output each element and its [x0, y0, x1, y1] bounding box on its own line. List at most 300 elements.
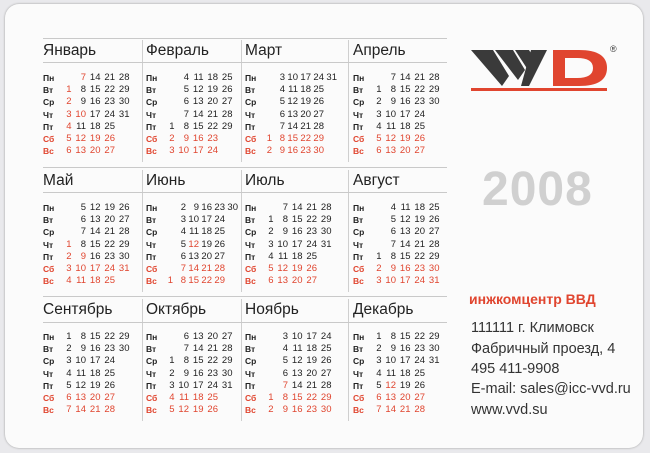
row-divider: [43, 38, 447, 39]
week-row: [245, 392, 347, 404]
day-label: Вт: [43, 85, 54, 96]
day-cell: 15: [291, 214, 303, 226]
day-cell: 12: [291, 355, 303, 367]
day-cell: 10: [277, 238, 288, 250]
day-cell: 16: [192, 133, 204, 144]
day-cell: 2: [266, 145, 272, 157]
day-cell: 9: [80, 96, 86, 108]
day-label: Чт: [245, 109, 256, 120]
day-cell: 27: [306, 275, 317, 287]
month-name: Июль: [245, 172, 285, 189]
day-cell: 24: [414, 355, 425, 367]
day-cell: 28: [104, 404, 115, 416]
day-cell: 28: [221, 343, 233, 355]
week-row: [146, 109, 248, 121]
day-cell: 28: [118, 72, 130, 83]
day-cell: 30: [313, 145, 324, 157]
day-cell: 5: [268, 263, 274, 274]
day-cell: 22: [104, 331, 115, 342]
company-name: инжкомцентр ВВД: [469, 291, 596, 307]
day-cell: 13: [188, 250, 199, 262]
day-cell: 29: [221, 120, 233, 132]
week-row: [245, 145, 347, 157]
day-label: Чт: [353, 239, 364, 250]
week-row: [245, 404, 347, 416]
day-cell: 23: [104, 343, 115, 355]
day-cell: 29: [118, 84, 130, 96]
day-cell: 10: [188, 214, 199, 226]
week-row: [43, 380, 145, 392]
day-cell: 9: [390, 263, 396, 274]
week-row: [43, 331, 145, 343]
day-cell: 22: [306, 392, 317, 403]
week-row: [245, 202, 347, 214]
day-label: Пт: [245, 380, 256, 391]
day-cell: 15: [192, 120, 204, 132]
day-label: Вт: [245, 85, 256, 96]
day-cell: 12: [385, 133, 396, 144]
day-label: Пт: [245, 121, 256, 132]
day-cell: 5: [183, 84, 189, 96]
day-cell: 15: [291, 392, 303, 403]
day-cell: 6: [268, 275, 274, 287]
month-block: [245, 301, 347, 416]
week-row: [245, 109, 347, 121]
day-cell: 17: [291, 238, 303, 250]
day-cell: 22: [207, 120, 218, 132]
month-block: [146, 42, 248, 157]
week-row: [353, 331, 455, 343]
day-cell: 1: [268, 214, 274, 226]
day-label: Ср: [353, 97, 365, 108]
day-cell: 23: [207, 133, 218, 144]
day-cell: 13: [385, 392, 396, 403]
day-cell: 5: [169, 404, 175, 416]
week-row: [353, 121, 455, 133]
day-cell: 25: [428, 202, 440, 213]
day-cell: 30: [227, 202, 238, 213]
day-cell: 27: [221, 331, 233, 342]
day-cell: 29: [320, 214, 332, 226]
week-row: [146, 145, 248, 157]
week-row: [43, 226, 145, 238]
day-cell: 10: [178, 145, 189, 157]
day-cell: 25: [414, 367, 425, 379]
week-row: [43, 72, 145, 84]
day-label: Вс: [146, 276, 157, 287]
day-cell: 14: [75, 404, 86, 416]
day-cell: 3: [169, 145, 175, 157]
week-row: [43, 239, 145, 251]
day-cell: 28: [414, 404, 425, 416]
week-row: [146, 96, 248, 108]
day-cell: 12: [399, 214, 411, 226]
day-cell: 6: [66, 145, 72, 157]
day-label: Ср: [353, 227, 365, 238]
week-row: [43, 109, 145, 121]
day-cell: 21: [207, 343, 218, 355]
day-cell: 14: [399, 72, 411, 83]
day-cell: 16: [192, 367, 204, 379]
day-cell: 4: [169, 392, 175, 403]
week-row: [43, 263, 145, 275]
day-cell: 3: [279, 72, 285, 83]
day-cell: 15: [89, 238, 101, 250]
day-cell: 9: [80, 343, 86, 355]
day-label: Сб: [353, 134, 365, 144]
day-cell: 24: [414, 108, 425, 120]
registered-mark: ®: [610, 44, 617, 54]
day-label: Пн: [146, 73, 158, 83]
week-row: [353, 239, 455, 251]
day-label: Чт: [245, 239, 256, 250]
week-row: [146, 263, 248, 275]
day-cell: 13: [75, 392, 86, 403]
day-label: Пн: [353, 203, 365, 213]
day-label: Вс: [43, 276, 54, 287]
day-cell: 8: [279, 133, 285, 144]
day-cell: 23: [414, 96, 425, 108]
week-row: [146, 226, 248, 238]
month-block: [146, 301, 248, 416]
week-row: [146, 404, 248, 416]
day-label: Сб: [146, 264, 158, 274]
day-cell: 8: [183, 120, 189, 132]
day-cell: 24: [306, 238, 317, 250]
week-row: [245, 380, 347, 392]
day-label: Пт: [146, 251, 157, 262]
day-cell: 29: [214, 275, 225, 287]
day-cell: 12: [287, 96, 298, 108]
week-row: [245, 263, 347, 275]
month-name: Октябрь: [146, 301, 207, 318]
day-cell: 22: [104, 84, 115, 96]
day-cell: 11: [386, 120, 396, 132]
day-cell: 9: [80, 250, 86, 262]
day-cell: 3: [376, 108, 382, 120]
day-label: Сб: [353, 264, 365, 274]
day-cell: 3: [282, 331, 288, 342]
day-cell: 14: [89, 226, 101, 238]
day-label: Чт: [146, 368, 157, 379]
day-cell: 17: [399, 275, 411, 287]
day-cell: 3: [376, 275, 382, 287]
day-cell: 25: [104, 120, 115, 132]
day-cell: 14: [287, 120, 298, 132]
day-cell: 14: [385, 404, 396, 416]
day-label: Ср: [43, 356, 55, 367]
day-cell: 5: [376, 133, 382, 144]
day-cell: 18: [399, 120, 411, 132]
day-cell: 12: [75, 379, 86, 391]
day-cell: 11: [76, 367, 86, 379]
day-label: Ср: [43, 227, 55, 238]
week-row: [245, 84, 347, 96]
day-label: Вс: [353, 405, 364, 416]
day-cell: 2: [376, 343, 382, 355]
week-row: [146, 275, 248, 287]
day-cell: 1: [66, 238, 72, 250]
day-cell: 29: [221, 355, 233, 367]
day-cell: 28: [214, 263, 225, 274]
day-label: Пт: [43, 380, 54, 391]
week-row: [245, 331, 347, 343]
day-cell: 4: [180, 226, 186, 238]
day-cell: 29: [118, 238, 130, 250]
day-cell: 26: [306, 263, 317, 274]
day-cell: 19: [399, 133, 411, 144]
month-name: Апрель: [353, 42, 406, 59]
day-cell: 1: [266, 133, 272, 144]
day-cell: 6: [183, 331, 189, 342]
day-cell: 7: [183, 343, 189, 355]
week-row: [353, 133, 455, 145]
day-cell: 18: [399, 367, 411, 379]
day-cell: 14: [188, 263, 199, 274]
day-cell: 5: [376, 379, 382, 391]
day-cell: 4: [183, 72, 189, 83]
day-cell: 26: [414, 379, 425, 391]
week-row: [245, 133, 347, 145]
day-label: Чт: [146, 109, 157, 120]
week-row: [146, 84, 248, 96]
week-row: [43, 84, 145, 96]
day-label: Пн: [245, 73, 257, 83]
month-block: [43, 42, 145, 157]
day-cell: 4: [268, 250, 274, 262]
week-row: [146, 239, 248, 251]
day-cell: 8: [390, 331, 396, 342]
day-cell: 7: [80, 226, 86, 238]
month-name: Ноябрь: [245, 301, 299, 318]
day-cell: 11: [179, 392, 189, 403]
day-cell: 29: [428, 331, 440, 342]
day-cell: 8: [390, 84, 396, 96]
day-cell: 23: [414, 263, 425, 274]
day-label: Вт: [245, 344, 256, 355]
day-cell: 26: [428, 214, 440, 226]
week-row: [245, 275, 347, 287]
day-cell: 30: [428, 343, 440, 355]
day-cell: 24: [414, 275, 425, 287]
day-cell: 3: [169, 379, 175, 391]
day-cell: 27: [414, 145, 425, 157]
day-label: Сб: [43, 264, 55, 274]
day-cell: 16: [89, 250, 101, 262]
day-cell: 6: [390, 226, 396, 238]
day-label: Сб: [43, 393, 55, 403]
day-cell: 6: [279, 108, 285, 120]
day-cell: 13: [291, 367, 303, 379]
day-cell: 4: [66, 367, 72, 379]
week-row: [146, 202, 248, 214]
day-cell: 10: [75, 263, 86, 274]
day-cell: 17: [192, 145, 204, 157]
day-cell: 27: [104, 392, 115, 403]
day-cell: 31: [326, 72, 337, 83]
day-cell: 14: [89, 72, 101, 83]
day-cell: 6: [282, 367, 288, 379]
day-cell: 4: [282, 343, 288, 355]
week-row: [353, 251, 455, 263]
day-cell: 20: [89, 392, 101, 403]
day-cell: 16: [399, 263, 411, 274]
day-cell: 4: [376, 367, 382, 379]
day-cell: 22: [414, 331, 425, 342]
day-cell: 25: [221, 72, 233, 83]
day-cell: 8: [390, 250, 396, 262]
day-label: Чт: [245, 368, 256, 379]
week-row: [353, 343, 455, 355]
day-cell: 13: [277, 275, 288, 287]
day-cell: 11: [400, 202, 411, 213]
day-cell: 18: [89, 367, 101, 379]
week-row: [43, 133, 145, 145]
day-label: Сб: [146, 134, 158, 144]
day-cell: 2: [268, 404, 274, 416]
day-cell: 15: [89, 84, 101, 96]
day-label: Пн: [146, 332, 158, 342]
day-cell: 25: [207, 392, 218, 403]
day-cell: 4: [279, 84, 285, 96]
day-cell: 2: [268, 226, 274, 238]
day-cell: 18: [89, 120, 101, 132]
day-cell: 19: [300, 96, 311, 108]
day-cell: 7: [279, 120, 285, 132]
day-label: Чт: [43, 239, 54, 250]
day-cell: 24: [214, 214, 225, 226]
day-cell: 20: [300, 108, 311, 120]
day-cell: 27: [104, 145, 115, 157]
day-cell: 10: [291, 331, 303, 342]
day-label: Чт: [353, 368, 364, 379]
day-label: Вс: [146, 405, 157, 416]
day-cell: 20: [104, 214, 115, 226]
day-cell: 21: [414, 238, 425, 250]
day-cell: 31: [221, 379, 233, 391]
day-cell: 18: [300, 84, 311, 96]
day-label: Вт: [146, 344, 157, 355]
address-line-1: 111111 г. Климовск: [471, 320, 594, 336]
week-row: [353, 214, 455, 226]
day-cell: 15: [399, 331, 411, 342]
day-cell: 26: [207, 404, 218, 416]
day-cell: 22: [414, 250, 425, 262]
month-block: [146, 172, 248, 287]
day-cell: 1: [376, 331, 382, 342]
day-cell: 20: [399, 145, 411, 157]
day-label: Чт: [43, 368, 54, 379]
month-name: Август: [353, 172, 400, 189]
day-cell: 2: [66, 250, 72, 262]
day-cell: 20: [306, 367, 317, 379]
day-cell: 10: [385, 275, 396, 287]
day-cell: 26: [104, 379, 115, 391]
week-row: [43, 355, 145, 367]
day-cell: 8: [80, 331, 86, 342]
week-row: [43, 121, 145, 133]
day-cell: 28: [428, 238, 440, 250]
day-cell: 1: [66, 84, 72, 96]
day-cell: 24: [104, 355, 115, 367]
column-divider: [348, 299, 349, 421]
day-cell: 12: [178, 404, 189, 416]
day-cell: 23: [214, 202, 225, 213]
day-cell: 18: [89, 275, 101, 287]
day-cell: 20: [207, 331, 218, 342]
day-cell: 1: [376, 84, 382, 96]
day-cell: 25: [414, 120, 425, 132]
day-cell: 21: [104, 226, 115, 238]
day-cell: 11: [386, 367, 396, 379]
day-cell: 15: [399, 250, 411, 262]
day-cell: 27: [214, 250, 225, 262]
day-cell: 21: [300, 120, 311, 132]
week-row: [43, 251, 145, 263]
day-cell: 26: [313, 96, 324, 108]
week-row: [353, 368, 455, 380]
day-cell: 26: [320, 355, 332, 367]
day-cell: 30: [428, 263, 440, 274]
day-label: Пт: [43, 251, 54, 262]
day-label: Пт: [146, 380, 157, 391]
day-label: Ср: [245, 356, 257, 367]
day-cell: 13: [399, 226, 411, 238]
day-cell: 28: [320, 202, 332, 213]
day-cell: 1: [268, 392, 274, 403]
day-cell: 4: [390, 202, 396, 213]
day-label: Вт: [353, 344, 364, 355]
day-cell: 27: [118, 214, 130, 226]
week-row: [245, 72, 347, 84]
day-cell: 7: [282, 379, 288, 391]
day-label: Пн: [43, 332, 55, 342]
day-cell: 23: [104, 96, 115, 108]
row-divider: [43, 167, 447, 168]
day-cell: 28: [428, 72, 440, 83]
day-cell: 1: [66, 331, 72, 342]
day-cell: 9: [282, 226, 288, 238]
day-cell: 19: [207, 84, 218, 96]
day-cell: 5: [282, 355, 288, 367]
week-row: [353, 380, 455, 392]
day-cell: 14: [192, 108, 204, 120]
week-row: [353, 72, 455, 84]
day-cell: 19: [399, 379, 411, 391]
day-cell: 10: [385, 355, 396, 367]
day-cell: 2: [169, 367, 175, 379]
day-cell: 5: [390, 214, 396, 226]
day-cell: 2: [376, 263, 382, 274]
day-cell: 20: [207, 96, 218, 108]
month-block: [353, 301, 455, 416]
day-cell: 20: [399, 392, 411, 403]
day-label: Ср: [353, 356, 365, 367]
day-cell: 13: [287, 108, 298, 120]
month-name: Февраль: [146, 42, 209, 59]
day-cell: 29: [320, 392, 332, 403]
week-row: [245, 251, 347, 263]
day-cell: 11: [288, 84, 298, 96]
day-cell: 27: [313, 108, 324, 120]
day-cell: 21: [306, 379, 317, 391]
day-cell: 24: [207, 379, 218, 391]
day-cell: 10: [287, 72, 298, 83]
day-cell: 7: [66, 404, 72, 416]
day-label: Вс: [353, 146, 364, 157]
day-cell: 31: [428, 355, 440, 367]
day-label: Чт: [43, 109, 54, 120]
